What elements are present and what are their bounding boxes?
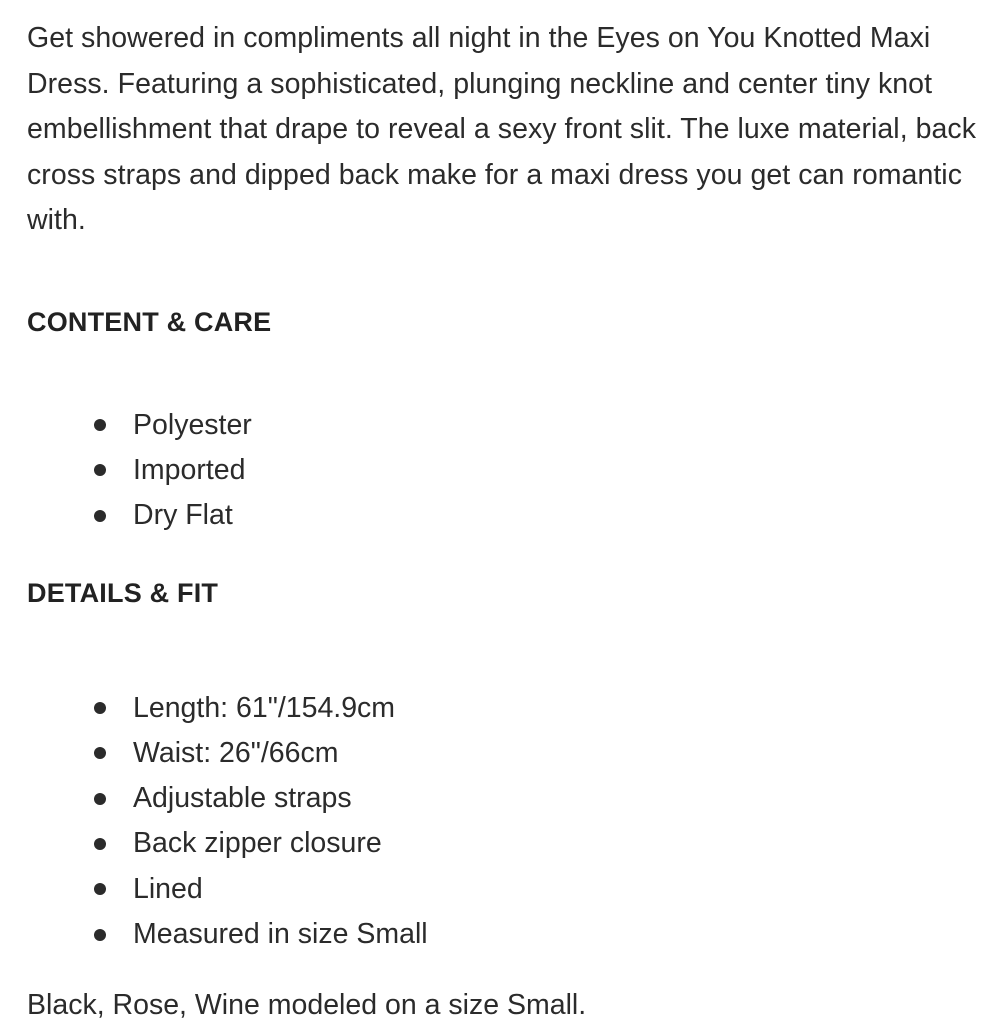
list-item-label: Polyester (133, 408, 252, 441)
bullet-icon (94, 883, 106, 895)
list-item (94, 493, 980, 538)
list-item (94, 403, 980, 448)
content-care-heading: CONTENT & CARE (27, 306, 272, 337)
details-fit-list (27, 685, 980, 957)
bullet-icon (94, 510, 106, 522)
bullet-icon (94, 929, 106, 941)
list-item (94, 776, 980, 821)
bullet-icon (94, 464, 106, 476)
list-item (94, 731, 980, 776)
list-item-label: Measured in size Small (133, 918, 428, 951)
list-item-label: Back zipper closure (133, 827, 382, 860)
model-size-note: Black, Rose, Wine modeled on a size Small. (27, 989, 587, 1022)
bullet-icon (94, 747, 106, 759)
product-description: Get showered in compliments all night in the Eyes on You Knotted Maxi Dress. Featuring a sophisticated, plunging neckline and center tiny knot embellishment that drape to reveal a sexy front slit. The luxe material, back cross straps and dipped back make for a maxi dress you get can romantic with. (27, 22, 977, 236)
content-care-list (27, 403, 980, 539)
list-item-label: Dry Flat (133, 499, 233, 532)
list-item-label: Lined (133, 872, 203, 905)
bullet-icon (94, 702, 106, 714)
list-item (94, 912, 980, 957)
list-item-label: Length: 61"/154.9cm (133, 691, 396, 724)
list-item (94, 821, 980, 866)
bullet-icon (94, 419, 106, 431)
list-item-label: Adjustable straps (133, 782, 352, 815)
list-item-label: Waist: 26"/66cm (133, 736, 339, 769)
list-item (94, 448, 980, 493)
list-item (94, 685, 980, 730)
bullet-icon (94, 793, 106, 805)
list-item-label: Imported (133, 453, 246, 486)
bullet-icon (94, 838, 106, 850)
details-fit-heading: DETAILS & FIT (27, 578, 219, 609)
list-item (94, 867, 980, 912)
